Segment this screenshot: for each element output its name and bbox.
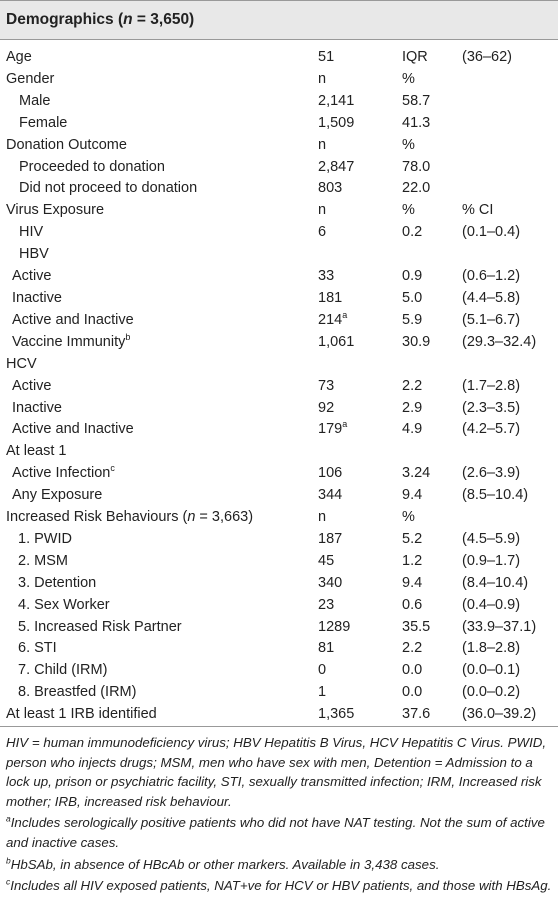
cell-value: 0 bbox=[318, 662, 327, 679]
cell-percent: 3.24 bbox=[402, 465, 431, 482]
cell-value: 92 bbox=[318, 399, 335, 416]
cell-value: 1 bbox=[318, 684, 327, 701]
cell-value: 1,509 bbox=[318, 114, 355, 131]
table-row bbox=[0, 157, 558, 179]
row-label: Any Exposure bbox=[12, 487, 103, 504]
row-label: HCV bbox=[6, 355, 37, 372]
cell-ci bbox=[462, 244, 558, 266]
row-label: Virus Exposure bbox=[6, 202, 105, 219]
cell-ci: (4.4–5.8) bbox=[462, 289, 521, 306]
row-label: Active bbox=[12, 268, 52, 285]
table-row bbox=[0, 485, 558, 507]
table-row bbox=[0, 441, 558, 463]
cell-ci: (0.6–1.2) bbox=[462, 268, 521, 285]
cell-value: n bbox=[318, 136, 327, 153]
table-row bbox=[0, 266, 558, 288]
row-label: Active and Inactive bbox=[12, 311, 134, 328]
table-row bbox=[0, 200, 558, 222]
cell-value: 106 bbox=[318, 465, 343, 482]
row-label: 3. Detention bbox=[18, 574, 97, 591]
cell-percent: 37.6 bbox=[402, 704, 462, 726]
table-row bbox=[0, 617, 558, 639]
cell-ci: (0.0–0.1) bbox=[462, 662, 521, 679]
cell-ci: (8.5–10.4) bbox=[462, 487, 529, 504]
table-header bbox=[0, 0, 558, 39]
cell-percent: 0.0 bbox=[402, 684, 423, 701]
cell-percent: IQR bbox=[402, 49, 428, 65]
table-row bbox=[0, 638, 558, 660]
cell-percent: % bbox=[402, 509, 415, 526]
cell-percent: 2.2 bbox=[402, 377, 423, 394]
cell-ci bbox=[462, 157, 558, 179]
table-row bbox=[0, 332, 558, 354]
cell-percent: 22.0 bbox=[402, 180, 431, 197]
cell-ci bbox=[462, 354, 558, 376]
table-row bbox=[0, 47, 558, 69]
row-label: Vaccine Immunity$^b$ bbox=[12, 331, 131, 350]
header-rule bbox=[0, 39, 558, 40]
cell-value: 2,847 bbox=[318, 158, 355, 175]
cell-percent: 1.2 bbox=[402, 552, 423, 569]
row-label: Inactive bbox=[12, 399, 62, 416]
cell-percent: 0.0 bbox=[402, 662, 423, 679]
cell-value: 1289 bbox=[318, 618, 351, 635]
cell-ci bbox=[462, 507, 558, 529]
table-row bbox=[0, 91, 558, 113]
cell-percent: 9.4 bbox=[402, 487, 423, 504]
row-label: 1. PWID bbox=[18, 530, 72, 547]
cell-percent: 35.5 bbox=[402, 618, 431, 635]
cell-percent: % bbox=[402, 202, 415, 219]
footnote-a: $^a$Includes serologically positive patients who did not have NAT testing. Not the sum of active and inactive cases. bbox=[6, 814, 545, 851]
table-row bbox=[0, 660, 558, 682]
cell-ci bbox=[462, 178, 558, 200]
row-label: Proceeded to donation bbox=[19, 158, 165, 175]
table-row bbox=[0, 573, 558, 595]
cell-ci: (8.4–10.4) bbox=[462, 574, 529, 591]
cell-value: 1,061 bbox=[318, 333, 355, 350]
cell-value: 23 bbox=[318, 596, 335, 613]
cell-value: 81 bbox=[318, 640, 335, 657]
cell-value: 2,141 bbox=[318, 92, 355, 109]
cell-value: 73 bbox=[318, 377, 335, 394]
cell-value bbox=[318, 354, 402, 376]
cell-ci bbox=[462, 441, 558, 463]
table-row bbox=[0, 288, 558, 310]
cell-ci: (4.2–5.7) bbox=[462, 421, 521, 438]
cell-percent: % bbox=[402, 136, 415, 153]
table-row bbox=[0, 463, 558, 485]
row-label: Male bbox=[19, 92, 51, 109]
cell-percent: 4.9 bbox=[402, 421, 423, 438]
cell-ci bbox=[462, 69, 558, 91]
cell-percent: % bbox=[402, 70, 415, 87]
cell-value: 344 bbox=[318, 487, 343, 504]
cell-ci: (2.3–3.5) bbox=[462, 399, 521, 416]
cell-ci: (4.5–5.9) bbox=[462, 530, 521, 547]
table-row bbox=[0, 178, 558, 200]
cell-value: 45 bbox=[318, 552, 335, 569]
cell-percent: 5.9 bbox=[402, 311, 423, 328]
cell-percent: 41.3 bbox=[402, 114, 431, 131]
table-row bbox=[0, 419, 558, 441]
cell-percent bbox=[402, 244, 462, 266]
table-row bbox=[0, 398, 558, 420]
cell-ci bbox=[462, 91, 558, 113]
row-label: Inactive bbox=[12, 289, 62, 306]
cell-ci: (29.3–32.4) bbox=[462, 333, 537, 350]
cell-percent: 2.2 bbox=[402, 640, 423, 657]
row-label: Female bbox=[19, 114, 68, 131]
cell-percent: 78.0 bbox=[402, 158, 431, 175]
cell-value: n bbox=[318, 70, 327, 87]
cell-ci: (2.6–3.9) bbox=[462, 465, 521, 482]
cell-ci bbox=[462, 135, 558, 157]
footnote-b: $^b$HbSAb, in absence of HBcAb or other markers. Available in 3,438 cases. bbox=[6, 855, 440, 872]
table-row bbox=[0, 113, 558, 135]
cell-percent: 5.0 bbox=[402, 289, 423, 306]
cell-value: 33 bbox=[318, 268, 335, 285]
cell-value: 340 bbox=[318, 574, 343, 591]
cell-percent bbox=[402, 441, 462, 463]
cell-percent: 5.2 bbox=[402, 530, 423, 547]
footnote-c: $^c$Includes all HIV exposed patients, NAT+ve for HCV or HBV patients, and those with HBsAg. bbox=[6, 876, 552, 894]
table-row bbox=[0, 376, 558, 398]
cell-value: 214$^a$ bbox=[318, 310, 348, 328]
row-label: 4. Sex Worker bbox=[18, 596, 110, 613]
table-row bbox=[0, 222, 558, 244]
table-title: Demographics (n = 3,650) bbox=[6, 11, 195, 28]
cell-ci: % CI bbox=[462, 202, 494, 219]
cell-percent: 58.7 bbox=[402, 92, 431, 109]
cell-value: 51 bbox=[318, 49, 335, 65]
cell-ci: (0.1–0.4) bbox=[462, 224, 521, 241]
table-row bbox=[0, 354, 558, 376]
row-label: At least 1 IRB identified bbox=[0, 704, 318, 726]
cell-percent: 0.2 bbox=[402, 224, 423, 241]
row-label: Age bbox=[6, 49, 32, 65]
table-row bbox=[0, 69, 558, 91]
cell-value: 6 bbox=[318, 224, 327, 241]
cell-percent: 0.9 bbox=[402, 268, 423, 285]
row-label: HIV bbox=[19, 224, 44, 241]
row-label: 6. STI bbox=[18, 640, 57, 657]
footnotes bbox=[0, 727, 558, 896]
cell-ci: (0.4–0.9) bbox=[462, 596, 521, 613]
demographics-table bbox=[0, 47, 558, 727]
row-label: 5. Increased Risk Partner bbox=[18, 618, 182, 635]
table-row bbox=[0, 682, 558, 704]
cell-ci: (5.1–6.7) bbox=[462, 311, 521, 328]
cell-value: 187 bbox=[318, 530, 343, 547]
table-row bbox=[0, 595, 558, 617]
row-label: Donation Outcome bbox=[6, 136, 127, 153]
row-label: 8. Breastfed (IRM) bbox=[18, 684, 137, 701]
footnote-abbreviations: HIV = human immunodeficiency virus; HBV Hepatitis B Virus, HCV Hepatitis C Virus. PWID, person who injects drugs; MSM, men who have sex with men, Detention = Admission to a lock up, prison or psychiatric facility, STI, sexually transmitted infection; IRM, Increased risk mother; IRB, increased risk behaviour. bbox=[6, 735, 547, 809]
cell-ci: (33.9–37.1) bbox=[462, 618, 537, 635]
cell-percent: 9.4 bbox=[402, 574, 423, 591]
row-label: HBV bbox=[19, 246, 49, 263]
cell-ci: (36.0–39.2) bbox=[462, 704, 558, 726]
row-label: Increased Risk Behaviours (n = 3,663) bbox=[6, 509, 254, 526]
row-label: Active bbox=[12, 377, 52, 394]
cell-ci: (1.8–2.8) bbox=[462, 640, 521, 657]
row-label: At least 1 bbox=[6, 443, 67, 460]
table-row bbox=[0, 135, 558, 157]
table-row bbox=[0, 704, 558, 726]
cell-value: 803 bbox=[318, 180, 343, 197]
cell-percent: 2.9 bbox=[402, 399, 423, 416]
cell-percent bbox=[402, 354, 462, 376]
table-row bbox=[0, 507, 558, 529]
table-row bbox=[0, 244, 558, 266]
row-label: 2. MSM bbox=[18, 552, 68, 569]
cell-percent: 30.9 bbox=[402, 333, 431, 350]
cell-ci: (36–62) bbox=[462, 49, 512, 65]
cell-value bbox=[318, 441, 402, 463]
table-row bbox=[0, 310, 558, 332]
cell-ci: (1.7–2.8) bbox=[462, 377, 521, 394]
row-label: Gender bbox=[6, 70, 55, 87]
row-label: 7. Child (IRM) bbox=[18, 662, 108, 679]
row-label: Did not proceed to donation bbox=[19, 180, 198, 197]
row-label: Active and Inactive bbox=[12, 421, 134, 438]
cell-value bbox=[318, 244, 402, 266]
cell-value: n bbox=[318, 202, 327, 219]
cell-ci: (0.0–0.2) bbox=[462, 684, 521, 701]
cell-value: 1,365 bbox=[318, 704, 402, 726]
table-row bbox=[0, 529, 558, 551]
cell-value: 179$^a$ bbox=[318, 419, 348, 438]
cell-value: 181 bbox=[318, 289, 343, 306]
cell-percent: 0.6 bbox=[402, 596, 423, 613]
cell-ci bbox=[462, 113, 558, 135]
table-row bbox=[0, 551, 558, 573]
cell-value: n bbox=[318, 509, 327, 526]
row-label: Active Infection$^c$ bbox=[12, 463, 115, 482]
cell-ci: (0.9–1.7) bbox=[462, 552, 521, 569]
